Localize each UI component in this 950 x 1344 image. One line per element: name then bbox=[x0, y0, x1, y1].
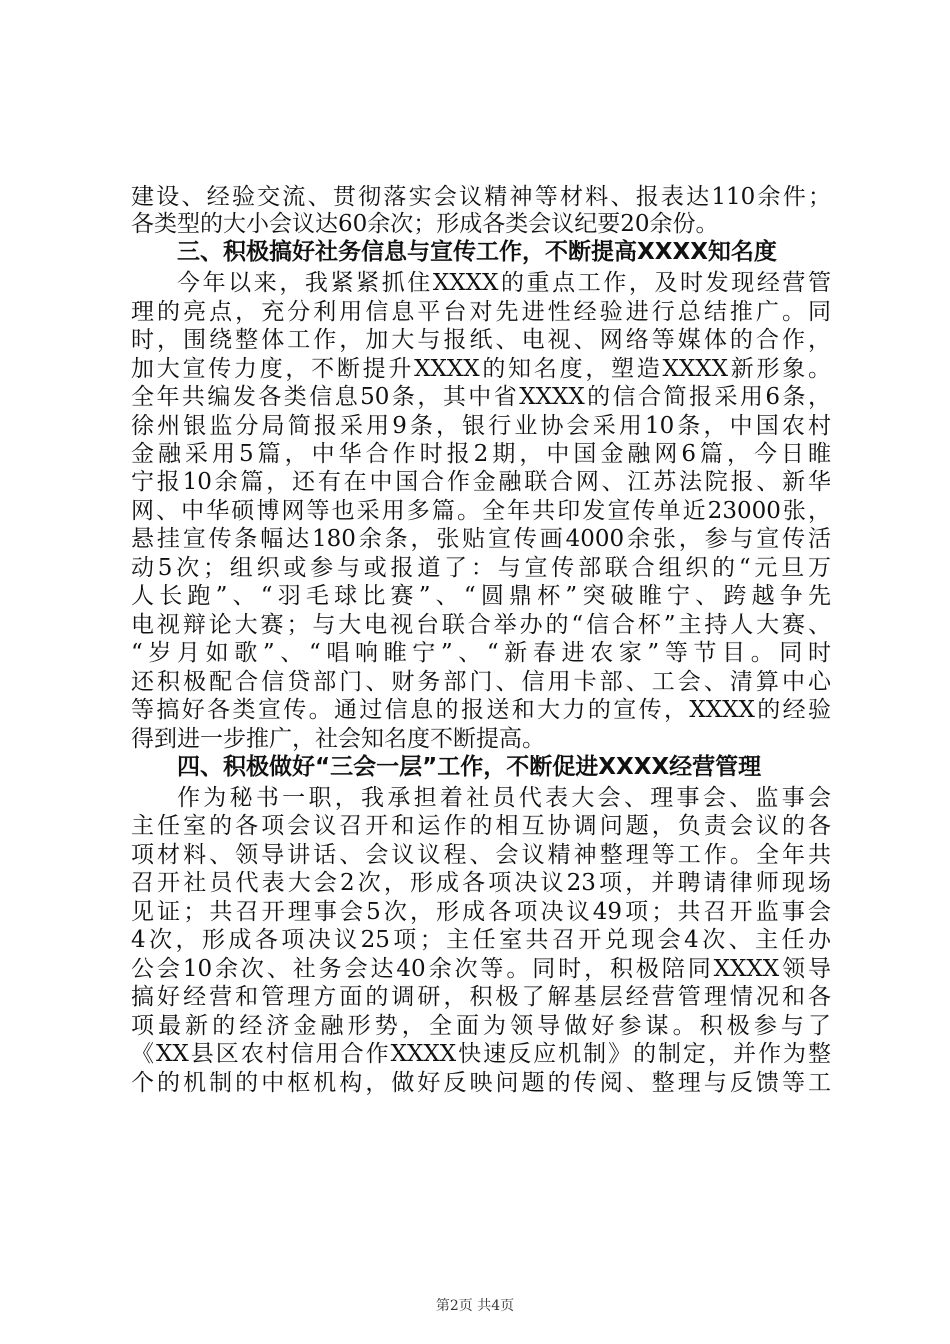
body-text-line: 动5次；组织或参与或报道了：与宣传部联合组织的“元旦万 bbox=[131, 555, 831, 581]
body-text-line: 建设、经验交流、贯彻落实会议精神等材料、报表达110余件； bbox=[131, 184, 831, 210]
body-text-line: 项最新的经济金融形势，全面为领导做好参谋。积极参与了 bbox=[131, 1013, 831, 1039]
body-text-line: 搞好经营和管理方面的调研，积极了解基层经营管理情况和各 bbox=[131, 984, 831, 1010]
body-text-line: 得到进一步推广，社会知名度不断提高。 bbox=[131, 726, 545, 752]
body-text-line: 加大宣传力度，不断提升XXXX的知名度，塑造XXXX新形象。 bbox=[131, 356, 831, 382]
body-text-line: 电视辩论大赛；与大电视台联合举办的“信合杯”主持人大赛、 bbox=[131, 612, 831, 638]
section-heading-3: 三、积极搞好社务信息与宣传工作，不断提高XXXX知名度 bbox=[177, 239, 777, 265]
body-text-line: 徐州银监分局简报采用9条，银行业协会采用10条，中国农村 bbox=[131, 413, 831, 439]
body-text-line: “岁月如歌”、“唱响睢宁”、“新春进农家”等节目。同时 bbox=[131, 640, 831, 666]
body-text-line: 还积极配合信贷部门、财务部门、信用卡部、工会、清算中心 bbox=[131, 669, 831, 695]
body-text-line: 主任室的各项会议召开和运作的相互协调问题，负责会议的各 bbox=[131, 813, 831, 839]
section-heading-4: 四、积极做好“三会一层”工作，不断促进XXXX经营管理 bbox=[177, 754, 762, 780]
body-text-line: 各类型的大小会议达60余次；形成各类会议纪要20余份。 bbox=[131, 211, 719, 237]
page-footer: 第2页 共4页 bbox=[435, 1298, 515, 1314]
body-text-line: 4次，形成各项决议25项；主任室共召开兑现会4次、主任办 bbox=[131, 927, 831, 953]
body-text-line: 人长跑”、“羽毛球比赛”、“圆鼎杯”突破睢宁、跨越争先 bbox=[131, 583, 831, 609]
body-text-line: 《XX县区农村信用合作XXXX快速反应机制》的制定，并作为整 bbox=[131, 1041, 831, 1067]
body-text-line: 公会10余次、社务会达40余次等。同时，积极陪同XXXX领导 bbox=[131, 956, 831, 982]
body-text-line: 宁报10余篇，还有在中国合作金融联合网、江苏法院报、新华 bbox=[131, 469, 831, 495]
body-text-line: 网、中华硕博网等也采用多篇。全年共印发宣传单近23000张， bbox=[131, 498, 831, 524]
body-text-line: 等搞好各类宣传。通过信息的报送和大力的宣传，XXXX的经验 bbox=[131, 697, 831, 723]
body-text-line: 时，围绕整体工作，加大与报纸、电视、网络等媒体的合作， bbox=[131, 327, 831, 353]
body-text-line: 今年以来，我紧紧抓住XXXX的重点工作，及时发现经营管 bbox=[177, 270, 831, 296]
body-text-line: 作为秘书一职，我承担着社员代表大会、理事会、监事会 bbox=[177, 785, 831, 811]
body-text-line: 见证；共召开理事会5次，形成各项决议49项；共召开监事会 bbox=[131, 899, 831, 925]
body-text-line: 召开社员代表大会2次，形成各项决议23项，并聘请律师现场 bbox=[131, 870, 831, 896]
body-text-line: 全年共编发各类信息50条，其中省XXXX的信合简报采用6条， bbox=[131, 384, 831, 410]
body-text-line: 项材料、领导讲话、会议议程、会议精神整理等工作。全年共 bbox=[131, 842, 831, 868]
body-text-line: 金融采用5篇，中华合作时报2期，中国金融网6篇，今日睢 bbox=[131, 441, 831, 467]
body-text-line: 悬挂宣传条幅达180余条，张贴宣传画4000余张，参与宣传活 bbox=[131, 526, 831, 552]
body-text-line: 个的机制的中枢机构，做好反映问题的传阅、整理与反馈等工 bbox=[131, 1070, 831, 1096]
body-text-line: 理的亮点，充分利用信息平台对先进性经验进行总结推广。同 bbox=[131, 299, 831, 325]
